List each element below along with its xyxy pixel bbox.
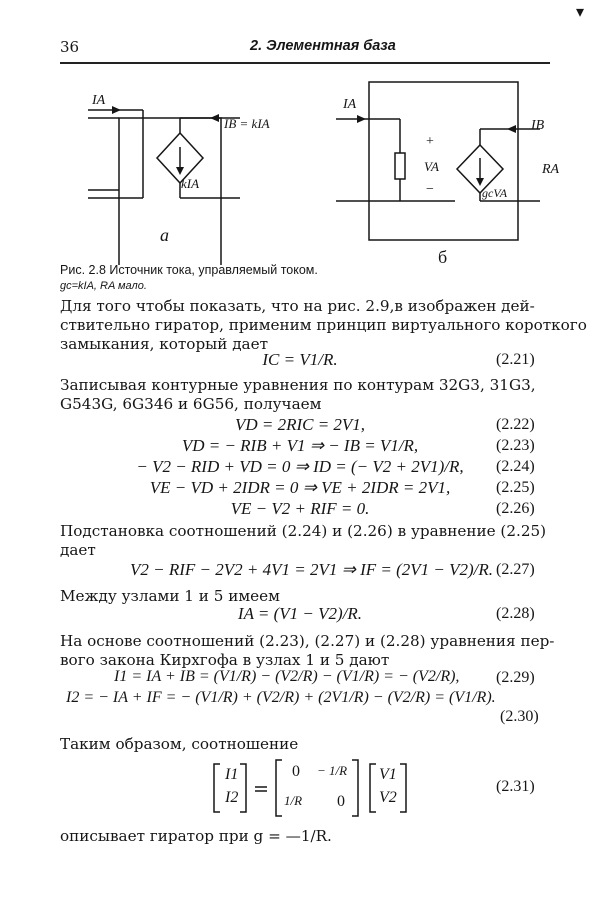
para-line: вого закона Кирхгофа в узлах 1 и 5 дают <box>60 651 390 669</box>
equation: VD = − RIB + V1 ⇒ − IB = V1/R, <box>181 436 419 455</box>
para-line: Между узлами 1 и 5 имеем <box>60 587 280 605</box>
figure-caption-note: gc=kIA, RA мало. <box>60 280 147 292</box>
para-line: Записывая контурные уравнения по контурам 32G3, 31G3, <box>60 376 536 394</box>
equation-number: (2.29) <box>496 669 535 686</box>
equation-number: (2.28) <box>496 605 535 622</box>
minus-sign: − <box>426 182 434 197</box>
equation-number: (2.26) <box>496 500 535 517</box>
label-kIA: kIA <box>181 176 200 191</box>
label-RA: RA <box>542 162 560 177</box>
matrix-rhs-bottom: V2 <box>379 789 397 806</box>
panel-a-label: a <box>160 225 169 245</box>
equation-number: (2.21) <box>496 351 535 368</box>
equation-number: (2.22) <box>496 416 535 433</box>
matrix-m22: 0 <box>337 793 345 810</box>
equation: VD = 2RIC = 2V1, <box>234 415 366 434</box>
equation: I2 = − IA + IF = − (V1/R) + (V2/R) + (2V1/R) − (V2/R) = (V1/R). <box>66 689 496 706</box>
panel-b-label: б <box>438 247 448 265</box>
equation: V2 − RIF − 2V2 + 4V1 = 2V1 ⇒ IF = (2V1 − V2)/R. <box>130 560 494 579</box>
matrix-m11: 0 <box>292 763 300 780</box>
para-line: Таким образом, соотношение <box>60 735 299 753</box>
label-IA-b: IA <box>343 97 357 112</box>
equation: VE − V2 + RIF = 0. <box>230 499 370 518</box>
label-gcVA: gcVA <box>482 186 508 200</box>
circuit-figure <box>0 65 601 265</box>
equation: I1 = IA + IB = (V1/R) − (V2/R) − (V1/R) = − (V2/R), <box>114 668 460 685</box>
matrix-lhs-bottom: I2 <box>225 789 239 806</box>
equation-number: (2.25) <box>496 479 535 496</box>
equation: VE − VD + 2IDR = 0 ⇒ VE + 2IDR = 2V1, <box>149 478 451 497</box>
label-IB-eq: IB = kIA <box>224 116 270 131</box>
equation-number: (2.31) <box>496 778 535 795</box>
equation-number: (2.27) <box>496 561 535 578</box>
equation-number: (2.24) <box>496 458 535 475</box>
matrix-rhs-top: V1 <box>379 766 397 783</box>
para-line: Подстановка соотношений (2.24) и (2.26) в уравнение (2.25) <box>60 522 547 540</box>
plus-sign: + <box>426 134 434 149</box>
label-IB-b: IB <box>531 118 545 133</box>
para-line: замыкания, который дает <box>60 335 269 353</box>
para-line: дает <box>60 541 96 559</box>
header-rule <box>60 62 550 64</box>
corner-mark: ▾ <box>576 2 585 21</box>
para-line: На основе соотношений (2.23), (2.27) и (2.28) уравнения пер- <box>60 632 555 650</box>
fig-a-box <box>119 118 221 265</box>
label-VA: VA <box>424 159 439 174</box>
para-line: Для того чтобы показать, что на рис. 2.9,в изображен дей- <box>60 297 535 315</box>
page-number: 36 <box>60 38 80 56</box>
chapter-title: 2. Элементная база <box>250 38 396 54</box>
matrix-m12: − 1/R <box>317 763 348 778</box>
equation: IC = V1/R. <box>262 350 338 369</box>
para-line: ствительно гиратор, применим принцип виртуального короткого <box>60 316 587 334</box>
equation-number: (2.30) <box>500 708 539 725</box>
para-line: описывает гиратор при g = —1/R. <box>60 827 332 845</box>
matrix-m21: 1/R <box>284 793 303 808</box>
figure-caption: Рис. 2.8 Источник тока, управляемый током. <box>60 263 318 277</box>
label-IA-a: IA <box>92 93 106 108</box>
equation: − V2 − RID + VD = 0 ⇒ ID = (− V2 + 2V1)/R, <box>136 457 464 476</box>
equation: IA = (V1 − V2)/R. <box>237 604 363 623</box>
para-line: G543G, 6G346 и 6G56, получаем <box>60 395 322 413</box>
equation-number: (2.23) <box>496 437 535 454</box>
matrix-lhs-top: I1 <box>225 766 239 783</box>
